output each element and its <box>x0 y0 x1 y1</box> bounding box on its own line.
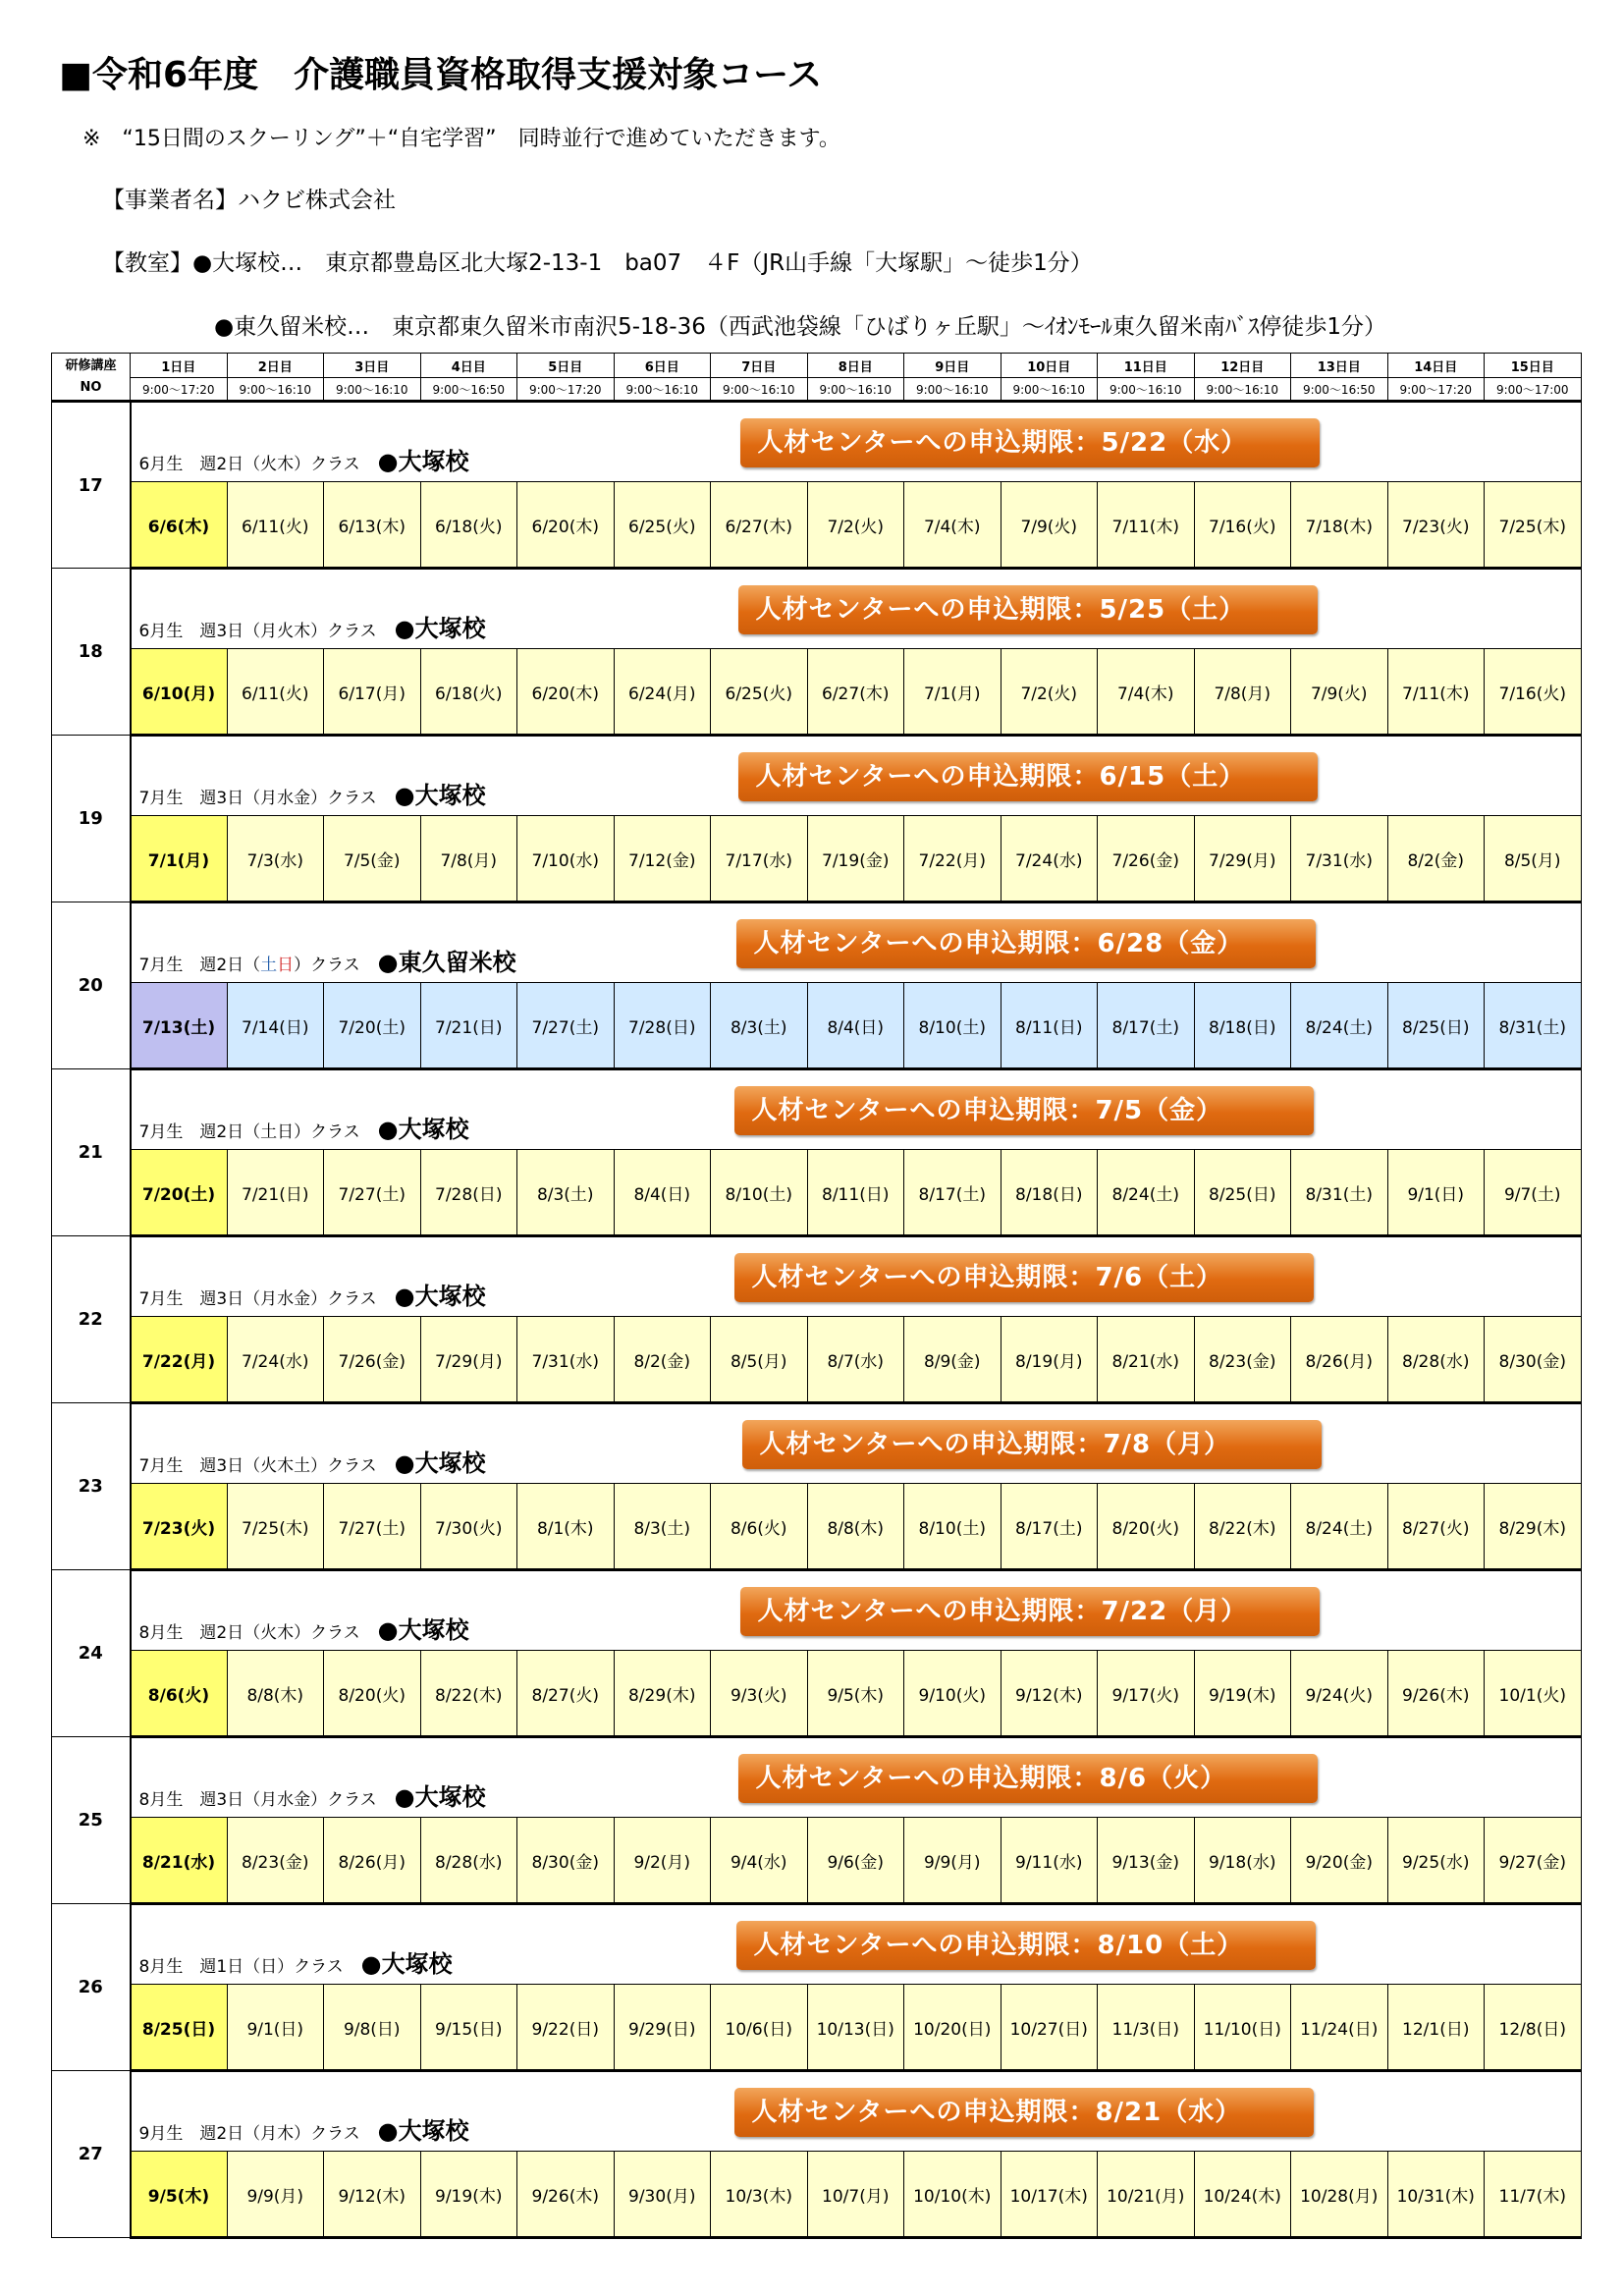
session-date: 7/28(日) <box>614 983 711 1069</box>
session-date: 8/31(土) <box>1291 1150 1388 1236</box>
session-date: 10/28(月) <box>1291 2152 1388 2238</box>
session-date: 10/3(木) <box>711 2152 808 2238</box>
session-date: 7/26(金) <box>324 1317 421 1403</box>
session-date: 8/8(木) <box>227 1651 324 1737</box>
day-header: 6日目 <box>614 354 711 378</box>
first-session-date: 8/21(水) <box>131 1818 228 1904</box>
day-header: 9日目 <box>904 354 1001 378</box>
classroom-higashikurume: ●東久留米校… 東京都東久留米市南沢5-18-36（西武池袋線「ひばりヶ丘駅」～ｲｵﾝﾓｰﾙ東久留米南ﾊﾞｽ停徒歩1分） <box>214 314 1386 340</box>
session-date: 8/26(月) <box>324 1818 421 1904</box>
session-date: 7/24(水) <box>227 1317 324 1403</box>
page-title: ■令和6年度 介護職員資格取得支援対象コース <box>59 55 823 95</box>
session-date: 8/27(火) <box>1387 1484 1485 1570</box>
session-date: 9/19(木) <box>420 2152 517 2238</box>
session-date: 10/6(日) <box>711 1985 808 2071</box>
first-session-date: 7/22(月) <box>131 1317 228 1403</box>
session-date: 8/30(金) <box>517 1818 615 1904</box>
course-school: ●東久留米校 <box>377 949 516 976</box>
class-label: 8月生 週1日（日）クラス <box>138 1957 344 1977</box>
course-school: ●大塚校 <box>394 1449 486 1477</box>
session-date: 8/11(日) <box>807 1150 904 1236</box>
class-label: 9月生 週2日（月木）クラス <box>138 2124 360 2144</box>
session-date: 7/12(金) <box>614 816 711 902</box>
session-date: 8/29(木) <box>1485 1484 1582 1570</box>
day-header: 12日目 <box>1194 354 1291 378</box>
session-date: 8/22(木) <box>1194 1484 1291 1570</box>
time-header: 9:00～16:10 <box>227 378 324 402</box>
session-date: 8/10(土) <box>904 983 1001 1069</box>
session-date: 7/31(水) <box>1291 816 1388 902</box>
course-class <box>139 1611 469 1645</box>
session-date: 7/17(水) <box>711 816 808 902</box>
day-header: 7日目 <box>711 354 808 378</box>
session-date: 7/21(日) <box>420 983 517 1069</box>
session-date: 8/20(火) <box>1098 1484 1195 1570</box>
course-class <box>139 1944 453 1979</box>
session-date: 7/29(月) <box>420 1317 517 1403</box>
session-date: 6/13(木) <box>324 482 421 569</box>
day-header: 5日目 <box>517 354 615 378</box>
session-date: 7/4(木) <box>1098 649 1195 736</box>
session-date: 7/22(月) <box>904 816 1001 902</box>
session-date: 7/18(木) <box>1291 482 1388 569</box>
session-date: 10/7(月) <box>807 2152 904 2238</box>
session-date: 8/30(金) <box>1485 1317 1582 1403</box>
session-date: 8/18(日) <box>1194 983 1291 1069</box>
session-date: 7/14(日) <box>227 983 324 1069</box>
class-label: 7月生 週3日（月水金）クラス <box>138 789 377 808</box>
session-date: 9/27(金) <box>1485 1818 1582 1904</box>
course-info <box>131 2071 1582 2152</box>
session-date: 7/5(金) <box>324 816 421 902</box>
course-school: ●大塚校 <box>377 1116 469 1143</box>
session-date: 11/7(木) <box>1485 2152 1582 2238</box>
session-date: 9/26(木) <box>517 2152 615 2238</box>
day-header: 13日目 <box>1291 354 1388 378</box>
session-date: 9/26(木) <box>1387 1651 1485 1737</box>
session-date: 8/19(月) <box>1001 1317 1098 1403</box>
session-date: 8/21(水) <box>1098 1317 1195 1403</box>
session-date: 8/26(月) <box>1291 1317 1388 1403</box>
course-info <box>131 1904 1582 1985</box>
time-header: 9:00～16:10 <box>904 378 1001 402</box>
first-session-date: 7/20(土) <box>131 1150 228 1236</box>
session-date: 6/25(火) <box>614 482 711 569</box>
session-date: 10/17(木) <box>1001 2152 1098 2238</box>
course-no: 21 <box>52 1069 131 1236</box>
session-date: 6/20(木) <box>517 482 615 569</box>
session-date: 8/3(土) <box>517 1150 615 1236</box>
session-date: 7/16(火) <box>1485 649 1582 736</box>
application-deadline: 人材センターへの申込期限：5/25（土） <box>738 585 1318 634</box>
session-date: 9/15(日) <box>420 1985 517 2071</box>
session-date: 8/20(火) <box>324 1651 421 1737</box>
session-date: 10/13(日) <box>807 1985 904 2071</box>
class-day-saturday: 土 <box>260 956 278 975</box>
session-date: 11/24(日) <box>1291 1985 1388 2071</box>
session-date: 6/18(火) <box>420 649 517 736</box>
day-header: 2日目 <box>227 354 324 378</box>
course-no-header <box>52 354 131 402</box>
session-date: 7/21(日) <box>227 1150 324 1236</box>
session-date: 9/10(火) <box>904 1651 1001 1737</box>
session-date: 9/4(水) <box>711 1818 808 1904</box>
time-header: 9:00～16:10 <box>324 378 421 402</box>
session-date: 8/5(月) <box>1485 816 1582 902</box>
company-name: 【事業者名】ハクビ株式会社 <box>102 188 396 213</box>
course-info <box>131 1737 1582 1818</box>
session-date: 7/27(土) <box>517 983 615 1069</box>
first-session-date: 7/23(火) <box>131 1484 228 1570</box>
session-date: 7/20(土) <box>324 983 421 1069</box>
session-date: 7/9(火) <box>1291 649 1388 736</box>
session-date: 6/24(月) <box>614 649 711 736</box>
class-day-sunday: 日 <box>277 956 295 975</box>
session-date: 9/3(火) <box>711 1651 808 1737</box>
session-date: 7/3(水) <box>227 816 324 902</box>
session-date: 8/17(土) <box>1001 1484 1098 1570</box>
session-date: 7/24(水) <box>1001 816 1098 902</box>
session-date: 8/31(土) <box>1485 983 1582 1069</box>
application-deadline: 人材センターへの申込期限：8/21（水） <box>734 2088 1314 2137</box>
course-no: 27 <box>52 2071 131 2238</box>
session-date: 6/25(火) <box>711 649 808 736</box>
day-header: 14日目 <box>1387 354 1485 378</box>
session-date: 6/27(木) <box>807 649 904 736</box>
course-school: ●大塚校 <box>394 615 486 642</box>
session-date: 8/7(水) <box>807 1317 904 1403</box>
course-school: ●大塚校 <box>377 1616 469 1644</box>
time-header: 9:00～16:50 <box>420 378 517 402</box>
application-deadline: 人材センターへの申込期限：7/8（月） <box>742 1420 1322 1469</box>
course-info <box>131 402 1582 482</box>
session-date: 9/25(水) <box>1387 1818 1485 1904</box>
course-no-header-no: NO <box>80 379 102 395</box>
application-deadline: 人材センターへの申込期限：8/10（土） <box>736 1921 1316 1970</box>
session-date: 9/20(金) <box>1291 1818 1388 1904</box>
session-date: 7/27(土) <box>324 1484 421 1570</box>
session-date: 8/10(土) <box>711 1150 808 1236</box>
session-date: 8/23(金) <box>1194 1317 1291 1403</box>
course-no: 19 <box>52 736 131 902</box>
first-session-date: 8/25(日) <box>131 1985 228 2071</box>
session-date: 9/2(月) <box>614 1818 711 1904</box>
day-header: 4日目 <box>420 354 517 378</box>
session-date: 9/9(月) <box>904 1818 1001 1904</box>
course-no-header-label: 研修講座 <box>65 357 117 373</box>
session-date: 6/17(月) <box>324 649 421 736</box>
time-header: 9:00～16:10 <box>1194 378 1291 402</box>
first-session-date: 6/6(木) <box>131 482 228 569</box>
time-header: 9:00～16:10 <box>1001 378 1098 402</box>
session-date: 9/24(火) <box>1291 1651 1388 1737</box>
session-date: 7/2(火) <box>807 482 904 569</box>
first-session-date: 6/10(月) <box>131 649 228 736</box>
session-date: 10/21(月) <box>1098 2152 1195 2238</box>
session-date: 8/25(日) <box>1194 1150 1291 1236</box>
session-date: 8/2(金) <box>1387 816 1485 902</box>
course-info <box>131 736 1582 816</box>
session-date: 6/11(火) <box>227 482 324 569</box>
course-class <box>139 1777 486 1812</box>
session-date: 8/10(土) <box>904 1484 1001 1570</box>
session-date: 8/11(日) <box>1001 983 1098 1069</box>
course-info <box>131 569 1582 649</box>
session-date: 7/26(金) <box>1098 816 1195 902</box>
course-info <box>131 1570 1582 1651</box>
session-date: 9/6(金) <box>807 1818 904 1904</box>
course-class <box>139 1277 486 1311</box>
session-date: 8/4(日) <box>614 1150 711 1236</box>
course-school: ●大塚校 <box>394 1283 486 1310</box>
session-date: 10/1(火) <box>1485 1651 1582 1737</box>
time-header: 9:00～16:10 <box>614 378 711 402</box>
session-date: 9/12(木) <box>1001 1651 1098 1737</box>
session-date: 9/1(日) <box>1387 1150 1485 1236</box>
session-date: 9/8(日) <box>324 1985 421 2071</box>
session-date: 10/24(木) <box>1194 2152 1291 2238</box>
course-school: ●大塚校 <box>377 448 469 475</box>
session-date: 8/17(土) <box>904 1150 1001 1236</box>
first-session-date: 7/1(月) <box>131 816 228 902</box>
time-header: 9:00～16:10 <box>1098 378 1195 402</box>
session-date: 6/18(火) <box>420 482 517 569</box>
session-date: 8/28(水) <box>420 1818 517 1904</box>
course-info <box>131 1403 1582 1484</box>
time-header: 9:00～16:10 <box>711 378 808 402</box>
session-date: 8/2(金) <box>614 1317 711 1403</box>
session-date: 8/1(木) <box>517 1484 615 1570</box>
first-session-date: 7/13(土) <box>131 983 228 1069</box>
session-date: 7/31(水) <box>517 1317 615 1403</box>
time-header: 9:00～17:20 <box>517 378 615 402</box>
session-date: 7/25(木) <box>1485 482 1582 569</box>
session-date: 8/18(日) <box>1001 1150 1098 1236</box>
session-date: 9/5(木) <box>807 1651 904 1737</box>
session-date: 11/3(日) <box>1098 1985 1195 2071</box>
session-date: 8/29(木) <box>614 1651 711 1737</box>
course-info <box>131 1069 1582 1150</box>
session-date: 12/8(日) <box>1485 1985 1582 2071</box>
session-date: 9/1(日) <box>227 1985 324 2071</box>
session-date: 8/6(火) <box>711 1484 808 1570</box>
course-class <box>139 1444 486 1478</box>
course-class <box>139 1110 469 1144</box>
time-header: 9:00～17:20 <box>131 378 228 402</box>
first-session-date: 9/5(木) <box>131 2152 228 2238</box>
class-label: 7月生 週2日（ <box>138 956 261 975</box>
course-class <box>139 442 469 476</box>
session-date: 8/5(月) <box>711 1317 808 1403</box>
schooling-note: ※ “15日間のスクーリング”＋“自宅学習” 同時並行で進めていただきます。 <box>82 127 840 151</box>
session-date: 11/10(日) <box>1194 1985 1291 2071</box>
class-label: 7月生 週2日（土日）クラス <box>138 1122 360 1142</box>
course-no: 23 <box>52 1403 131 1570</box>
session-date: 7/8(月) <box>1194 649 1291 736</box>
course-no: 20 <box>52 902 131 1069</box>
application-deadline: 人材センターへの申込期限：8/6（火） <box>738 1754 1318 1803</box>
session-date: 7/8(月) <box>420 816 517 902</box>
session-date: 9/12(木) <box>324 2152 421 2238</box>
course-school: ●大塚校 <box>394 1783 486 1811</box>
session-date: 8/3(土) <box>614 1484 711 1570</box>
course-school: ●大塚校 <box>394 782 486 809</box>
course-school: ●大塚校 <box>377 2117 469 2145</box>
class-label: 8月生 週2日（火木）クラス <box>138 1623 360 1643</box>
application-deadline: 人材センターへの申込期限：7/22（月） <box>740 1587 1320 1636</box>
application-deadline: 人材センターへの申込期限：7/5（金） <box>734 1086 1314 1135</box>
session-date: 7/11(木) <box>1387 649 1485 736</box>
application-deadline: 人材センターへの申込期限：5/22（水） <box>740 418 1320 467</box>
day-header: 15日目 <box>1485 354 1582 378</box>
session-date: 9/19(木) <box>1194 1651 1291 1737</box>
session-date: 7/16(火) <box>1194 482 1291 569</box>
session-date: 9/22(日) <box>517 1985 615 2071</box>
session-date: 8/4(日) <box>807 983 904 1069</box>
session-date: 8/23(金) <box>227 1818 324 1904</box>
session-date: 10/20(日) <box>904 1985 1001 2071</box>
session-date: 6/20(木) <box>517 649 615 736</box>
class-label-suffix: ）クラス <box>294 956 360 975</box>
session-date: 7/27(土) <box>324 1150 421 1236</box>
session-date: 9/18(水) <box>1194 1818 1291 1904</box>
class-label: 6月生 週3日（月火木）クラス <box>138 622 377 641</box>
session-date: 8/24(土) <box>1098 1150 1195 1236</box>
application-deadline: 人材センターへの申込期限：6/15（土） <box>738 752 1318 801</box>
day-header: 3日目 <box>324 354 421 378</box>
session-date: 9/30(月) <box>614 2152 711 2238</box>
session-date: 8/3(土) <box>711 983 808 1069</box>
session-date: 9/9(月) <box>227 2152 324 2238</box>
session-date: 7/25(木) <box>227 1484 324 1570</box>
session-date: 6/27(木) <box>711 482 808 569</box>
course-no: 18 <box>52 569 131 736</box>
class-label: 6月生 週2日（火木）クラス <box>138 455 360 474</box>
session-date: 7/28(日) <box>420 1150 517 1236</box>
course-class <box>139 776 486 810</box>
course-info <box>131 902 1582 983</box>
session-date: 7/19(金) <box>807 816 904 902</box>
day-header: 10日目 <box>1001 354 1098 378</box>
session-date: 8/9(金) <box>904 1317 1001 1403</box>
course-info <box>131 1236 1582 1317</box>
course-school: ●大塚校 <box>360 1950 453 1978</box>
day-header: 1日目 <box>131 354 228 378</box>
session-date: 9/11(水) <box>1001 1818 1098 1904</box>
session-date: 8/24(土) <box>1291 1484 1388 1570</box>
session-date: 8/22(木) <box>420 1651 517 1737</box>
course-class <box>139 943 516 977</box>
course-no: 22 <box>52 1236 131 1403</box>
session-date: 7/11(木) <box>1098 482 1195 569</box>
session-date: 12/1(日) <box>1387 1985 1485 2071</box>
session-date: 8/28(水) <box>1387 1317 1485 1403</box>
session-date: 7/10(水) <box>517 816 615 902</box>
schedule-table <box>51 353 1581 2224</box>
session-date: 7/23(火) <box>1387 482 1485 569</box>
course-no: 17 <box>52 402 131 569</box>
session-date: 10/10(木) <box>904 2152 1001 2238</box>
session-date: 7/1(月) <box>904 649 1001 736</box>
session-date: 10/31(木) <box>1387 2152 1485 2238</box>
session-date: 8/8(木) <box>807 1484 904 1570</box>
class-label: 7月生 週3日（月水金）クラス <box>138 1289 377 1309</box>
session-date: 7/9(火) <box>1001 482 1098 569</box>
session-date: 7/2(火) <box>1001 649 1098 736</box>
time-header: 9:00～17:00 <box>1485 378 1582 402</box>
application-deadline: 人材センターへの申込期限：7/6（土） <box>734 1253 1314 1302</box>
session-date: 9/13(金) <box>1098 1818 1195 1904</box>
day-header: 8日目 <box>807 354 904 378</box>
session-date: 8/27(火) <box>517 1651 615 1737</box>
time-header: 9:00～16:10 <box>807 378 904 402</box>
course-class <box>139 2111 469 2146</box>
session-date: 8/25(日) <box>1387 983 1485 1069</box>
first-session-date: 8/6(火) <box>131 1651 228 1737</box>
course-class <box>139 609 486 643</box>
session-date: 7/30(火) <box>420 1484 517 1570</box>
course-no: 25 <box>52 1737 131 1904</box>
session-date: 6/11(火) <box>227 649 324 736</box>
session-date: 9/7(土) <box>1485 1150 1582 1236</box>
session-date: 10/27(日) <box>1001 1985 1098 2071</box>
time-header: 9:00～17:20 <box>1387 378 1485 402</box>
course-no: 24 <box>52 1570 131 1737</box>
classroom-otsuka: 【教室】●大塚校… 東京都豊島区北大塚2-13-1 ba07 ４F（JR山手線「大塚駅」～徒歩1分） <box>102 250 1093 276</box>
course-no: 26 <box>52 1904 131 2071</box>
session-date: 9/17(火) <box>1098 1651 1195 1737</box>
session-date: 8/24(土) <box>1291 983 1388 1069</box>
time-header: 9:00～16:50 <box>1291 378 1388 402</box>
session-date: 7/29(月) <box>1194 816 1291 902</box>
application-deadline: 人材センターへの申込期限：6/28（金） <box>736 919 1316 968</box>
class-label: 7月生 週3日（火木土）クラス <box>138 1456 377 1476</box>
session-date: 9/29(日) <box>614 1985 711 2071</box>
class-label: 8月生 週3日（月水金）クラス <box>138 1790 377 1810</box>
session-date: 8/17(土) <box>1098 983 1195 1069</box>
session-date: 7/4(木) <box>904 482 1001 569</box>
day-header: 11日目 <box>1098 354 1195 378</box>
